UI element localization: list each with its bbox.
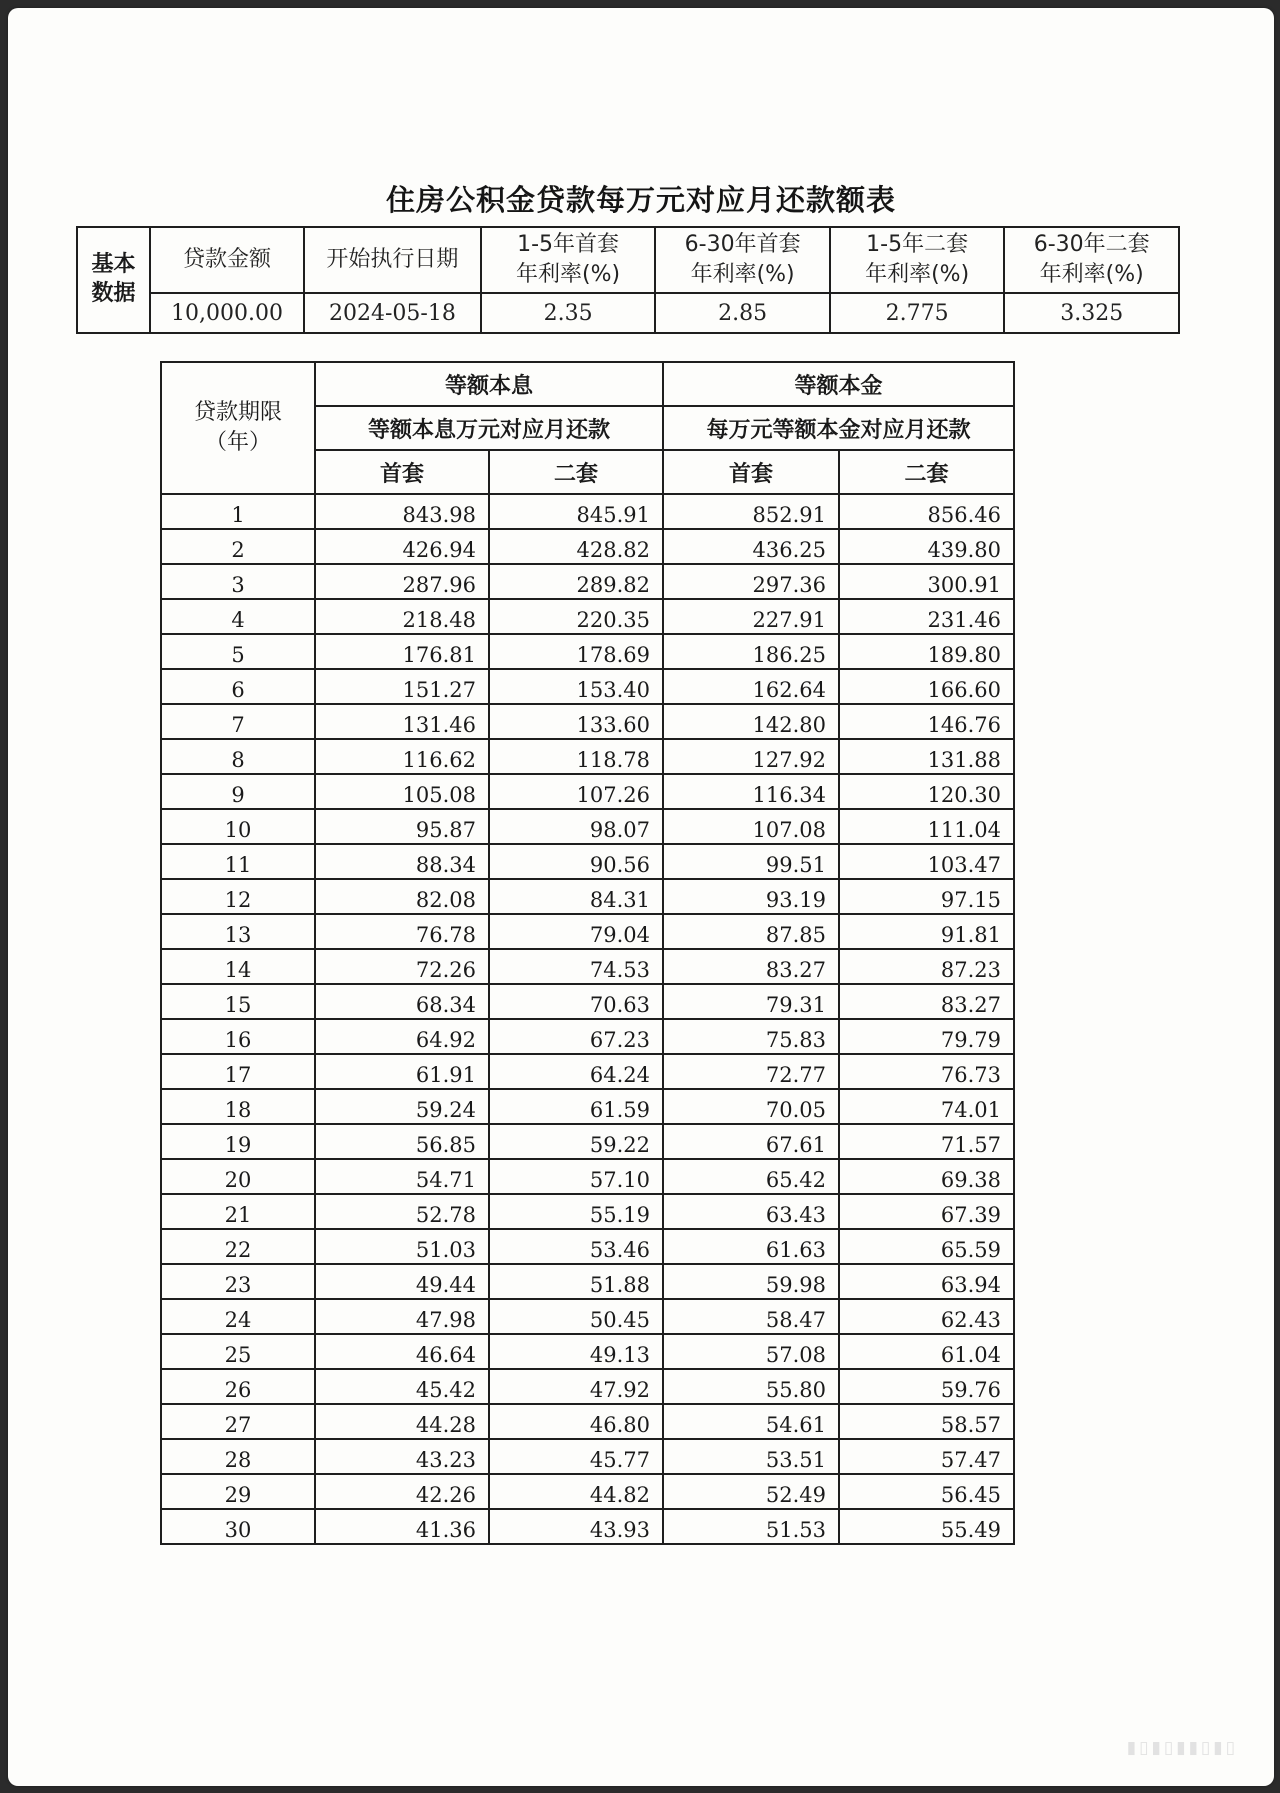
subtitle-equal-installment: 等额本息万元对应月还款 <box>315 406 663 450</box>
table-row <box>161 1404 1014 1439</box>
payment-cell: 59.76 <box>839 1369 1014 1404</box>
table-row <box>161 1369 1014 1404</box>
basic-header-cell: 1-5年首套 年利率(%) <box>481 227 656 293</box>
payment-cell: 55.80 <box>663 1369 839 1404</box>
payment-cell: 116.34 <box>663 774 839 809</box>
payment-cell: 231.46 <box>839 599 1014 634</box>
loan-term-cell: 29 <box>161 1474 315 1509</box>
payment-cell: 220.35 <box>489 599 663 634</box>
payment-cell: 59.98 <box>663 1264 839 1299</box>
payment-cell: 439.80 <box>839 529 1014 564</box>
table-row <box>161 1439 1014 1474</box>
table-row <box>161 529 1014 564</box>
loan-term-cell: 12 <box>161 879 315 914</box>
table-row <box>161 879 1014 914</box>
table-row <box>161 1124 1014 1159</box>
payment-cell: 45.42 <box>315 1369 489 1404</box>
loan-term-cell: 1 <box>161 494 315 529</box>
table-row <box>161 1334 1014 1369</box>
payment-cell: 83.27 <box>839 984 1014 1019</box>
payment-cell: 436.25 <box>663 529 839 564</box>
payment-cell: 116.62 <box>315 739 489 774</box>
table-row <box>161 1474 1014 1509</box>
payment-cell: 176.81 <box>315 634 489 669</box>
payment-cell: 43.23 <box>315 1439 489 1474</box>
payment-cell: 62.43 <box>839 1299 1014 1334</box>
loan-term-cell: 13 <box>161 914 315 949</box>
payment-cell: 65.42 <box>663 1159 839 1194</box>
payment-cell: 43.93 <box>489 1509 663 1544</box>
table-row <box>161 1159 1014 1194</box>
table-row <box>161 914 1014 949</box>
payment-cell: 91.81 <box>839 914 1014 949</box>
basic-data-label: 基本 数据 <box>77 227 150 333</box>
payment-cell: 84.31 <box>489 879 663 914</box>
payment-cell: 46.80 <box>489 1404 663 1439</box>
payment-cell: 131.88 <box>839 739 1014 774</box>
table-row <box>161 494 1014 529</box>
basic-value-cell: 2024-05-18 <box>304 293 481 333</box>
loan-term-cell: 16 <box>161 1019 315 1054</box>
basic-header-cell: 6-30年二套 年利率(%) <box>1004 227 1179 293</box>
loan-term-cell: 17 <box>161 1054 315 1089</box>
loan-term-cell: 3 <box>161 564 315 599</box>
group-header-equal-installment: 等额本息 <box>315 362 663 406</box>
payment-cell: 189.80 <box>839 634 1014 669</box>
payment-cell: 58.57 <box>839 1404 1014 1439</box>
payment-cell: 57.47 <box>839 1439 1014 1474</box>
payment-cell: 74.01 <box>839 1089 1014 1124</box>
payment-cell: 65.59 <box>839 1229 1014 1264</box>
loan-term-cell: 14 <box>161 949 315 984</box>
table-row <box>161 1299 1014 1334</box>
column-header: 二套 <box>489 450 663 494</box>
payment-cell: 162.64 <box>663 669 839 704</box>
payment-cell: 88.34 <box>315 844 489 879</box>
basic-value-cell: 3.325 <box>1004 293 1179 333</box>
payment-cell: 61.59 <box>489 1089 663 1124</box>
basic-value-row <box>77 293 1179 333</box>
payment-cell: 42.26 <box>315 1474 489 1509</box>
payment-cell: 63.94 <box>839 1264 1014 1299</box>
payment-cell: 856.46 <box>839 494 1014 529</box>
payment-cell: 44.28 <box>315 1404 489 1439</box>
loan-term-cell: 25 <box>161 1334 315 1369</box>
payment-cell: 151.27 <box>315 669 489 704</box>
payment-cell: 72.77 <box>663 1054 839 1089</box>
payment-cell: 227.91 <box>663 599 839 634</box>
payment-cell: 61.91 <box>315 1054 489 1089</box>
loan-term-cell: 22 <box>161 1229 315 1264</box>
payment-cell: 51.53 <box>663 1509 839 1544</box>
payment-cell: 428.82 <box>489 529 663 564</box>
loan-term-cell: 5 <box>161 634 315 669</box>
table-row <box>161 564 1014 599</box>
payment-cell: 79.31 <box>663 984 839 1019</box>
basic-value-cell: 10,000.00 <box>150 293 304 333</box>
loan-term-cell: 10 <box>161 809 315 844</box>
payment-cell: 178.69 <box>489 634 663 669</box>
loan-term-cell: 21 <box>161 1194 315 1229</box>
payment-cell: 54.61 <box>663 1404 839 1439</box>
payment-cell: 120.30 <box>839 774 1014 809</box>
payment-cell: 127.92 <box>663 739 839 774</box>
payment-cell: 63.43 <box>663 1194 839 1229</box>
document-title: 住房公积金贷款每万元对应月还款额表 <box>385 183 896 217</box>
payment-cell: 58.47 <box>663 1299 839 1334</box>
table-row <box>161 774 1014 809</box>
payment-cell: 82.08 <box>315 879 489 914</box>
payment-cell: 57.08 <box>663 1334 839 1369</box>
payment-cell: 79.04 <box>489 914 663 949</box>
payment-cell: 90.56 <box>489 844 663 879</box>
payment-cell: 103.47 <box>839 844 1014 879</box>
payment-cell: 47.92 <box>489 1369 663 1404</box>
payment-cell: 118.78 <box>489 739 663 774</box>
payment-cell: 67.61 <box>663 1124 839 1159</box>
payment-cell: 105.08 <box>315 774 489 809</box>
table-row <box>161 949 1014 984</box>
group-header-row <box>161 362 1014 406</box>
payment-cell: 131.46 <box>315 704 489 739</box>
loan-term-cell: 24 <box>161 1299 315 1334</box>
payment-cell: 68.34 <box>315 984 489 1019</box>
payment-cell: 97.15 <box>839 879 1014 914</box>
loan-term-cell: 23 <box>161 1264 315 1299</box>
payment-cell: 51.88 <box>489 1264 663 1299</box>
payment-cell: 99.51 <box>663 844 839 879</box>
table-row <box>161 844 1014 879</box>
payment-cell: 59.24 <box>315 1089 489 1124</box>
basic-value-cell: 2.85 <box>655 293 830 333</box>
period-header: 贷款期限 （年） <box>161 362 315 494</box>
payment-cell: 55.49 <box>839 1509 1014 1544</box>
payment-cell: 59.22 <box>489 1124 663 1159</box>
payment-cell: 287.96 <box>315 564 489 599</box>
basic-header-cell: 1-5年二套 年利率(%) <box>830 227 1005 293</box>
payment-cell: 111.04 <box>839 809 1014 844</box>
payment-cell: 53.46 <box>489 1229 663 1264</box>
loan-term-cell: 30 <box>161 1509 315 1544</box>
payment-cell: 55.19 <box>489 1194 663 1229</box>
payment-cell: 52.78 <box>315 1194 489 1229</box>
table-row <box>161 599 1014 634</box>
table-row <box>161 634 1014 669</box>
column-header: 首套 <box>663 450 839 494</box>
payment-cell: 56.85 <box>315 1124 489 1159</box>
payment-cell: 87.23 <box>839 949 1014 984</box>
group-header-equal-principal: 等额本金 <box>663 362 1014 406</box>
payment-cell: 75.83 <box>663 1019 839 1054</box>
table-row <box>161 1229 1014 1264</box>
loan-term-cell: 4 <box>161 599 315 634</box>
loan-term-cell: 27 <box>161 1404 315 1439</box>
loan-term-cell: 15 <box>161 984 315 1019</box>
payment-cell: 53.51 <box>663 1439 839 1474</box>
payment-cell: 76.78 <box>315 914 489 949</box>
payment-cell: 153.40 <box>489 669 663 704</box>
payment-cell: 79.79 <box>839 1019 1014 1054</box>
basic-header-cell: 贷款金额 <box>150 227 304 293</box>
payment-cell: 54.71 <box>315 1159 489 1194</box>
payment-cell: 46.64 <box>315 1334 489 1369</box>
table-body <box>161 494 1014 1544</box>
payment-cell: 41.36 <box>315 1509 489 1544</box>
payment-cell: 845.91 <box>489 494 663 529</box>
payment-cell: 52.49 <box>663 1474 839 1509</box>
loan-term-cell: 8 <box>161 739 315 774</box>
loan-term-cell: 20 <box>161 1159 315 1194</box>
payment-cell: 426.94 <box>315 529 489 564</box>
loan-term-cell: 18 <box>161 1089 315 1124</box>
payment-cell: 74.53 <box>489 949 663 984</box>
table-row <box>161 669 1014 704</box>
loan-term-cell: 2 <box>161 529 315 564</box>
payment-cell: 93.19 <box>663 879 839 914</box>
payment-cell: 67.23 <box>489 1019 663 1054</box>
payment-cell: 72.26 <box>315 949 489 984</box>
payment-cell: 297.36 <box>663 564 839 599</box>
table-row <box>161 809 1014 844</box>
table-row <box>161 1264 1014 1299</box>
payment-cell: 71.57 <box>839 1124 1014 1159</box>
basic-header-cell: 开始执行日期 <box>304 227 481 293</box>
payment-cell: 107.26 <box>489 774 663 809</box>
payment-cell: 47.98 <box>315 1299 489 1334</box>
payment-cell: 64.92 <box>315 1019 489 1054</box>
basic-header-cell: 6-30年首套 年利率(%) <box>655 227 830 293</box>
loan-term-cell: 26 <box>161 1369 315 1404</box>
loan-term-cell: 11 <box>161 844 315 879</box>
payment-cell: 70.05 <box>663 1089 839 1124</box>
payment-cell: 95.87 <box>315 809 489 844</box>
payment-cell: 69.38 <box>839 1159 1014 1194</box>
payment-cell: 61.04 <box>839 1334 1014 1369</box>
table-row <box>161 739 1014 774</box>
payment-cell: 289.82 <box>489 564 663 599</box>
payment-cell: 300.91 <box>839 564 1014 599</box>
payment-cell: 166.60 <box>839 669 1014 704</box>
payment-cell: 83.27 <box>663 949 839 984</box>
basic-value-cell: 2.775 <box>830 293 1005 333</box>
repayment-table <box>160 361 1015 1545</box>
payment-cell: 142.80 <box>663 704 839 739</box>
payment-cell: 76.73 <box>839 1054 1014 1089</box>
loan-term-cell: 19 <box>161 1124 315 1159</box>
table-row <box>161 984 1014 1019</box>
payment-cell: 57.10 <box>489 1159 663 1194</box>
payment-cell: 64.24 <box>489 1054 663 1089</box>
payment-cell: 51.03 <box>315 1229 489 1264</box>
loan-term-cell: 9 <box>161 774 315 809</box>
payment-cell: 87.85 <box>663 914 839 949</box>
subtitle-equal-principal: 每万元等额本金对应月还款 <box>663 406 1014 450</box>
payment-cell: 98.07 <box>489 809 663 844</box>
basic-value-cell: 2.35 <box>481 293 656 333</box>
payment-cell: 56.45 <box>839 1474 1014 1509</box>
loan-term-cell: 6 <box>161 669 315 704</box>
payment-cell: 67.39 <box>839 1194 1014 1229</box>
payment-cell: 70.63 <box>489 984 663 1019</box>
payment-cell: 133.60 <box>489 704 663 739</box>
column-header: 首套 <box>315 450 489 494</box>
watermark: ▮▯▮▯▮▮▯▮▯ <box>1126 1738 1238 1758</box>
loan-term-cell: 7 <box>161 704 315 739</box>
loan-term-cell: 28 <box>161 1439 315 1474</box>
payment-cell: 146.76 <box>839 704 1014 739</box>
payment-cell: 44.82 <box>489 1474 663 1509</box>
payment-cell: 49.44 <box>315 1264 489 1299</box>
column-header: 二套 <box>839 450 1014 494</box>
table-row <box>161 1054 1014 1089</box>
table-row <box>161 704 1014 739</box>
payment-cell: 50.45 <box>489 1299 663 1334</box>
payment-cell: 61.63 <box>663 1229 839 1264</box>
payment-cell: 45.77 <box>489 1439 663 1474</box>
basic-data-table <box>76 226 1180 334</box>
payment-cell: 107.08 <box>663 809 839 844</box>
document-page <box>8 8 1274 1786</box>
table-row <box>161 1089 1014 1124</box>
payment-cell: 186.25 <box>663 634 839 669</box>
payment-cell: 49.13 <box>489 1334 663 1369</box>
payment-cell: 852.91 <box>663 494 839 529</box>
payment-cell: 218.48 <box>315 599 489 634</box>
payment-cell: 843.98 <box>315 494 489 529</box>
table-row <box>161 1509 1014 1544</box>
table-row <box>161 1019 1014 1054</box>
basic-header-row <box>77 227 1179 293</box>
table-row <box>161 1194 1014 1229</box>
